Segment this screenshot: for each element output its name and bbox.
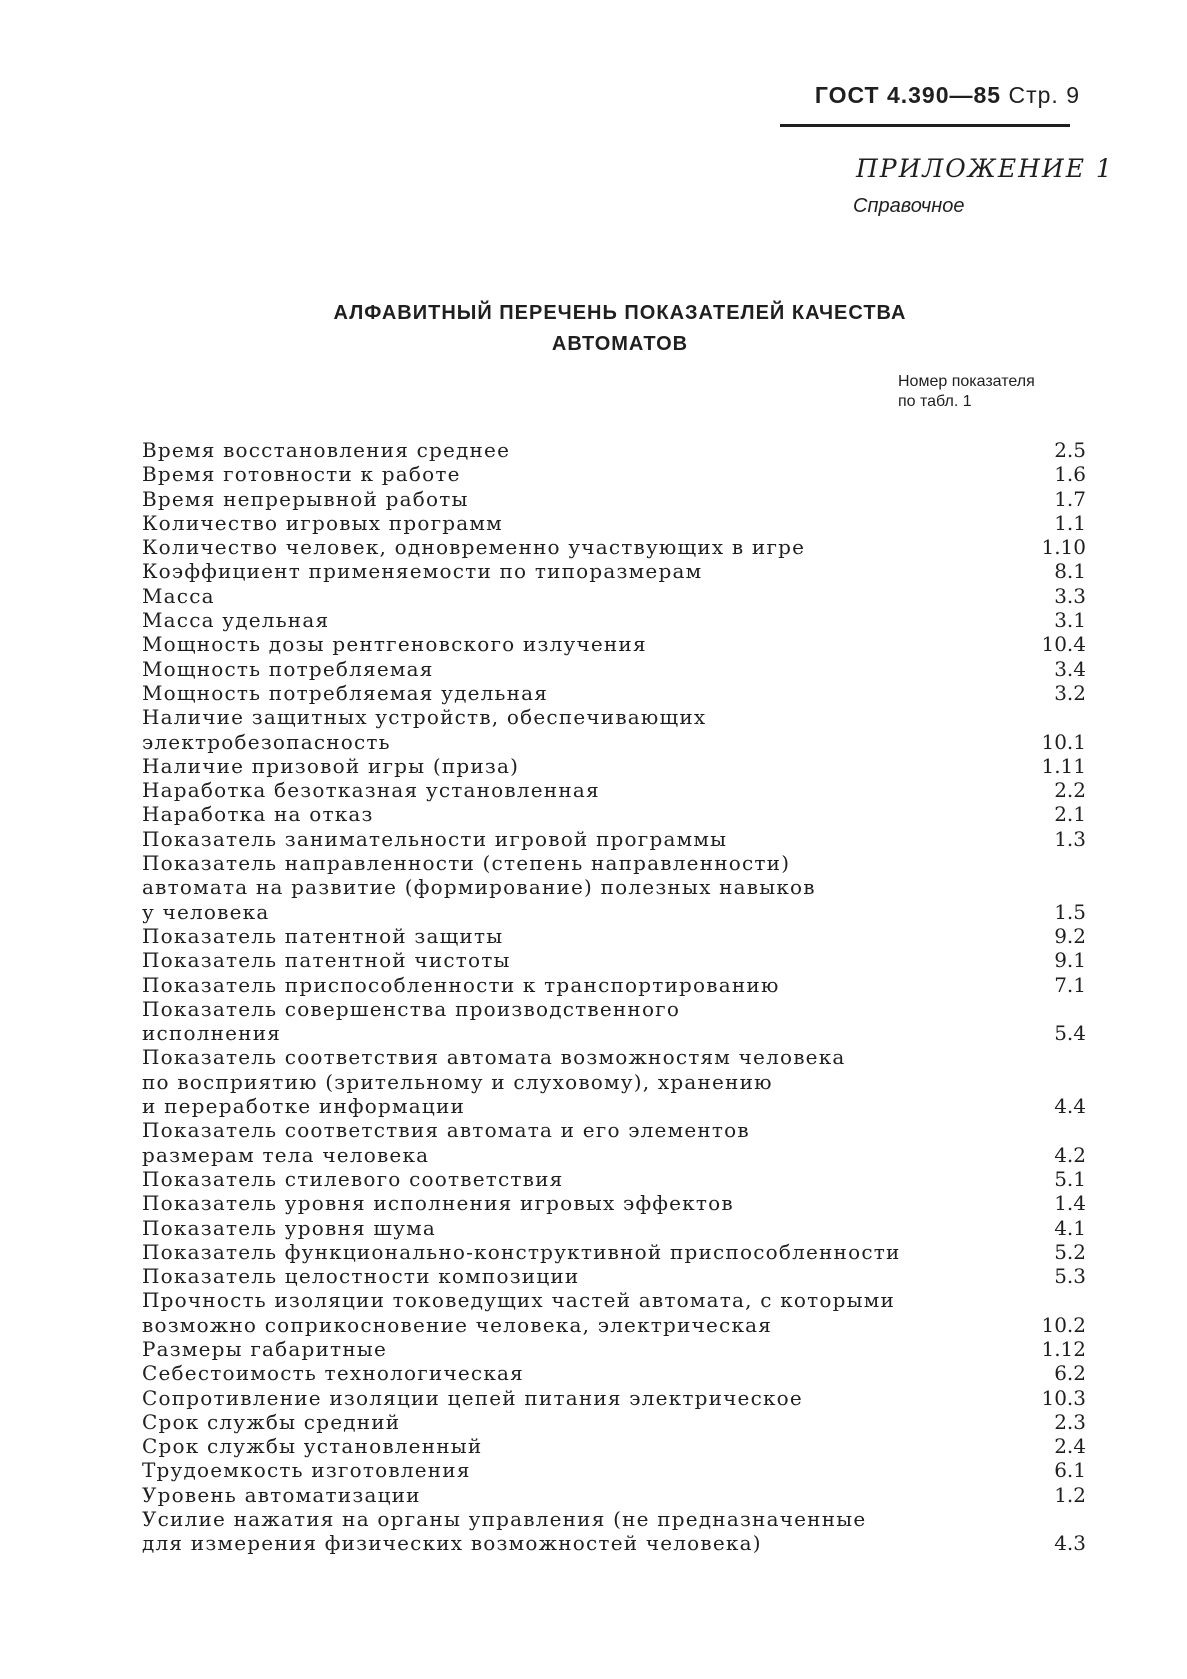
indicator-name-line: Себестоимость технологическая <box>142 1361 524 1386</box>
indicator-name-line: электробезопасность <box>142 729 391 754</box>
indicator-name-line: Мощность потребляемая <box>142 656 434 681</box>
indicator-name <box>142 438 510 462</box>
indicator-name-line: Прочность изоляции токоведущих частей автомата, с которыми <box>142 1288 896 1313</box>
indicator-number: 4.4 <box>1054 1094 1086 1119</box>
indicator-number: 2.5 <box>1054 438 1086 462</box>
indicator-name-line: Показатель уровня шума <box>142 1215 437 1240</box>
indicator-number: 3.1 <box>1054 608 1086 633</box>
indicator-name-line: Показатель функционально-конструктивной приспособленности <box>142 1239 901 1264</box>
indicator-name-line: Количество человек, одновременно участвующих в игре <box>142 535 806 560</box>
indicator-name-line: Показатель занимательности игровой программы <box>142 826 728 851</box>
indicator-number: 6.2 <box>1054 1361 1086 1386</box>
indicator-name <box>142 1288 895 1337</box>
page-header <box>790 82 1080 109</box>
document-title <box>250 298 990 360</box>
indicator-name-line: Масса удельная <box>142 608 330 633</box>
indicator-number: 2.2 <box>1054 778 1086 803</box>
header-rule <box>780 124 1070 127</box>
indicator-name <box>142 802 374 826</box>
indicator-name <box>142 1191 734 1215</box>
indicator-name-line: по восприятию (зрительному и слуховому), хранению <box>142 1069 773 1094</box>
indicator-name <box>142 1045 846 1118</box>
column-header-line: Номер показателя <box>898 373 1035 390</box>
indicator-name-line: Мощность дозы рентгеновского излучения <box>142 632 647 657</box>
indicator-name <box>142 1337 387 1361</box>
indicator-number: 5.1 <box>1054 1166 1086 1191</box>
indicator-name-line: Показатель приспособленности к транспортированию <box>142 972 780 997</box>
list-item <box>142 1118 1086 1167</box>
indicator-number: 9.2 <box>1054 923 1086 948</box>
indicator-name <box>142 511 503 535</box>
indicator-name <box>142 827 727 851</box>
indicator-number: 10.2 <box>1041 1312 1086 1337</box>
indicator-name-line: Наработка на отказ <box>142 802 374 827</box>
list-item <box>142 487 1086 511</box>
indicator-number: 5.4 <box>1054 1021 1086 1046</box>
indicator-name-line: Показатель направленности (степень направленности) <box>142 851 791 876</box>
list-item <box>142 1288 1086 1337</box>
indicator-list <box>142 438 1086 1556</box>
indicator-name-line: Срок службы установленный <box>142 1434 483 1459</box>
indicator-name-line: Наличие призовой игры (приза) <box>142 753 520 778</box>
indicator-name <box>142 462 461 486</box>
indicator-name <box>142 632 647 656</box>
indicator-number: 1.7 <box>1054 486 1086 511</box>
indicator-name-line: Показатель соответствия автомата и его элементов <box>142 1118 750 1143</box>
indicator-name <box>142 559 702 583</box>
list-item <box>142 608 1086 632</box>
indicator-name-line: Усилие нажатия на органы управления (не предназначенные <box>142 1507 867 1532</box>
indicator-name <box>142 657 434 681</box>
list-item <box>142 584 1086 608</box>
indicator-name-line: и переработке информации <box>142 1094 466 1119</box>
indicator-name <box>142 705 706 754</box>
indicator-name <box>142 997 680 1046</box>
indicator-name-line: Мощность потребляемая удельная <box>142 680 549 705</box>
indicator-number: 1.10 <box>1041 535 1086 560</box>
indicator-number: 1.12 <box>1041 1336 1086 1361</box>
list-item <box>142 559 1086 583</box>
indicator-number: 9.1 <box>1054 948 1086 973</box>
indicator-name-line: Показатель стилевого соответствия <box>142 1166 564 1191</box>
indicator-name-line: Показатель соответствия автомата возможностям человека <box>142 1045 846 1070</box>
indicator-name <box>142 608 329 632</box>
indicator-name-line: Наличие защитных устройств, обеспечивающих <box>142 705 707 730</box>
indicator-name-line: размерам тела человека <box>142 1142 430 1167</box>
list-item <box>142 802 1086 826</box>
indicator-name-line: исполнения <box>142 1021 282 1046</box>
indicator-name-line: автомата на развитие (формирование) полезных навыков <box>142 875 816 900</box>
indicator-name-line: Время непрерывной работы <box>142 486 469 511</box>
indicator-number: 4.1 <box>1054 1215 1086 1240</box>
indicator-number: 1.4 <box>1054 1191 1086 1216</box>
indicator-number: 8.1 <box>1054 559 1086 584</box>
column-header-line: по табл. 1 <box>898 393 972 410</box>
list-item <box>142 1191 1086 1215</box>
indicator-name-line: Количество игровых программ <box>142 510 503 535</box>
list-item <box>142 1216 1086 1240</box>
indicator-name-line: Показатель целостности композиции <box>142 1264 580 1289</box>
list-item <box>142 1337 1086 1361</box>
appendix-note: Справочное <box>853 195 965 217</box>
indicator-name <box>142 1507 866 1556</box>
indicator-name-line: Масса <box>142 583 215 608</box>
indicator-number: 6.1 <box>1054 1458 1086 1483</box>
indicator-number: 1.6 <box>1054 462 1086 487</box>
indicator-name <box>142 584 215 608</box>
indicator-number: 5.3 <box>1054 1264 1086 1289</box>
indicator-name <box>142 1167 564 1191</box>
list-item <box>142 1458 1086 1482</box>
list-item <box>142 924 1086 948</box>
document-code: ГОСТ 4.390—85 <box>814 82 1002 108</box>
list-item <box>142 1240 1086 1264</box>
list-item <box>142 1483 1086 1507</box>
indicator-name <box>142 1483 421 1507</box>
list-item <box>142 681 1086 705</box>
indicator-name-line: у человека <box>142 899 270 924</box>
list-item <box>142 997 1086 1046</box>
list-item <box>142 754 1086 778</box>
indicator-number: 10.1 <box>1041 729 1086 754</box>
title-line: АЛФАВИТНЫЙ ПЕРЕЧЕНЬ ПОКАЗАТЕЛЕЙ КАЧЕСТВА <box>333 302 907 324</box>
indicator-name-line: Время восстановления среднее <box>142 438 511 462</box>
list-item <box>142 973 1086 997</box>
list-item <box>142 1434 1086 1458</box>
indicator-name-line: Уровень автоматизации <box>142 1482 421 1507</box>
indicator-name-line: Показатель патентной защиты <box>142 923 504 948</box>
indicator-number: 3.2 <box>1054 680 1086 705</box>
indicator-name <box>142 1216 436 1240</box>
list-item <box>142 438 1086 462</box>
indicator-name-line: Коэффициент применяемости по типоразмерам <box>142 559 703 584</box>
column-header <box>898 372 1035 412</box>
list-item <box>142 827 1086 851</box>
indicator-name <box>142 1361 524 1385</box>
indicator-name <box>142 924 503 948</box>
list-item <box>142 1386 1086 1410</box>
indicator-number: 4.2 <box>1054 1142 1086 1167</box>
indicator-name <box>142 1240 901 1264</box>
indicator-number: 10.3 <box>1041 1385 1086 1410</box>
indicator-name <box>142 1386 803 1410</box>
indicator-number: 2.1 <box>1054 802 1086 827</box>
indicator-number: 2.3 <box>1054 1409 1086 1434</box>
indicator-name-line: Показатель совершенства производственного <box>142 996 681 1021</box>
indicator-name <box>142 1264 579 1288</box>
indicator-number: 3.4 <box>1054 656 1086 681</box>
indicator-name <box>142 1458 471 1482</box>
indicator-number: 1.2 <box>1054 1482 1086 1507</box>
list-item <box>142 948 1086 972</box>
indicator-number: 5.2 <box>1054 1239 1086 1264</box>
indicator-name <box>142 973 780 997</box>
indicator-name <box>142 754 519 778</box>
list-item <box>142 511 1086 535</box>
indicator-name-line: Наработка безотказная установленная <box>142 778 600 803</box>
indicator-name <box>142 1410 400 1434</box>
list-item <box>142 462 1086 486</box>
list-item <box>142 778 1086 802</box>
list-item <box>142 1410 1086 1434</box>
indicator-name <box>142 535 805 559</box>
list-item <box>142 535 1086 559</box>
indicator-number: 2.4 <box>1054 1434 1086 1459</box>
indicator-number: 4.3 <box>1054 1531 1086 1556</box>
title-line: АВТОМАТОВ <box>551 333 689 355</box>
list-item <box>142 1361 1086 1385</box>
indicator-name-line: Трудоемкость изготовления <box>142 1458 471 1483</box>
list-item <box>142 632 1086 656</box>
indicator-name <box>142 1434 482 1458</box>
indicator-name <box>142 778 600 802</box>
list-item <box>142 1264 1086 1288</box>
indicator-name-line: Показатель патентной чистоты <box>142 948 511 973</box>
list-item <box>142 1167 1086 1191</box>
indicator-name-line: Срок службы средний <box>142 1409 401 1434</box>
indicator-name <box>142 487 469 511</box>
indicator-name-line: для измерения физических возможностей человека) <box>142 1531 762 1556</box>
list-item <box>142 1045 1086 1118</box>
indicator-number: 1.11 <box>1041 753 1086 778</box>
indicator-name <box>142 681 548 705</box>
indicator-number: 1.5 <box>1054 899 1086 924</box>
indicator-name-line: Показатель уровня исполнения игровых эффектов <box>142 1191 734 1216</box>
indicator-name-line: Время готовности к работе <box>142 462 461 487</box>
indicator-number: 7.1 <box>1054 972 1086 997</box>
indicator-name-line: возможно соприкосновение человека, электрическая <box>142 1312 773 1337</box>
list-item <box>142 705 1086 754</box>
indicator-number: 1.1 <box>1054 510 1086 535</box>
indicator-name <box>142 851 816 924</box>
list-item <box>142 851 1086 924</box>
page-number: Стр. 9 <box>1008 82 1080 108</box>
indicator-name <box>142 948 511 972</box>
list-item <box>142 1507 1086 1556</box>
indicator-name <box>142 1118 750 1167</box>
indicator-number: 10.4 <box>1041 632 1086 657</box>
indicator-name-line: Размеры габаритные <box>142 1336 388 1361</box>
appendix-title: ПРИЛОЖЕНИЕ 1 <box>856 154 1114 183</box>
indicator-name-line: Сопротивление изоляции цепей питания электрическое <box>142 1385 803 1410</box>
indicator-number: 3.3 <box>1054 583 1086 608</box>
list-item <box>142 657 1086 681</box>
indicator-number: 1.3 <box>1054 826 1086 851</box>
